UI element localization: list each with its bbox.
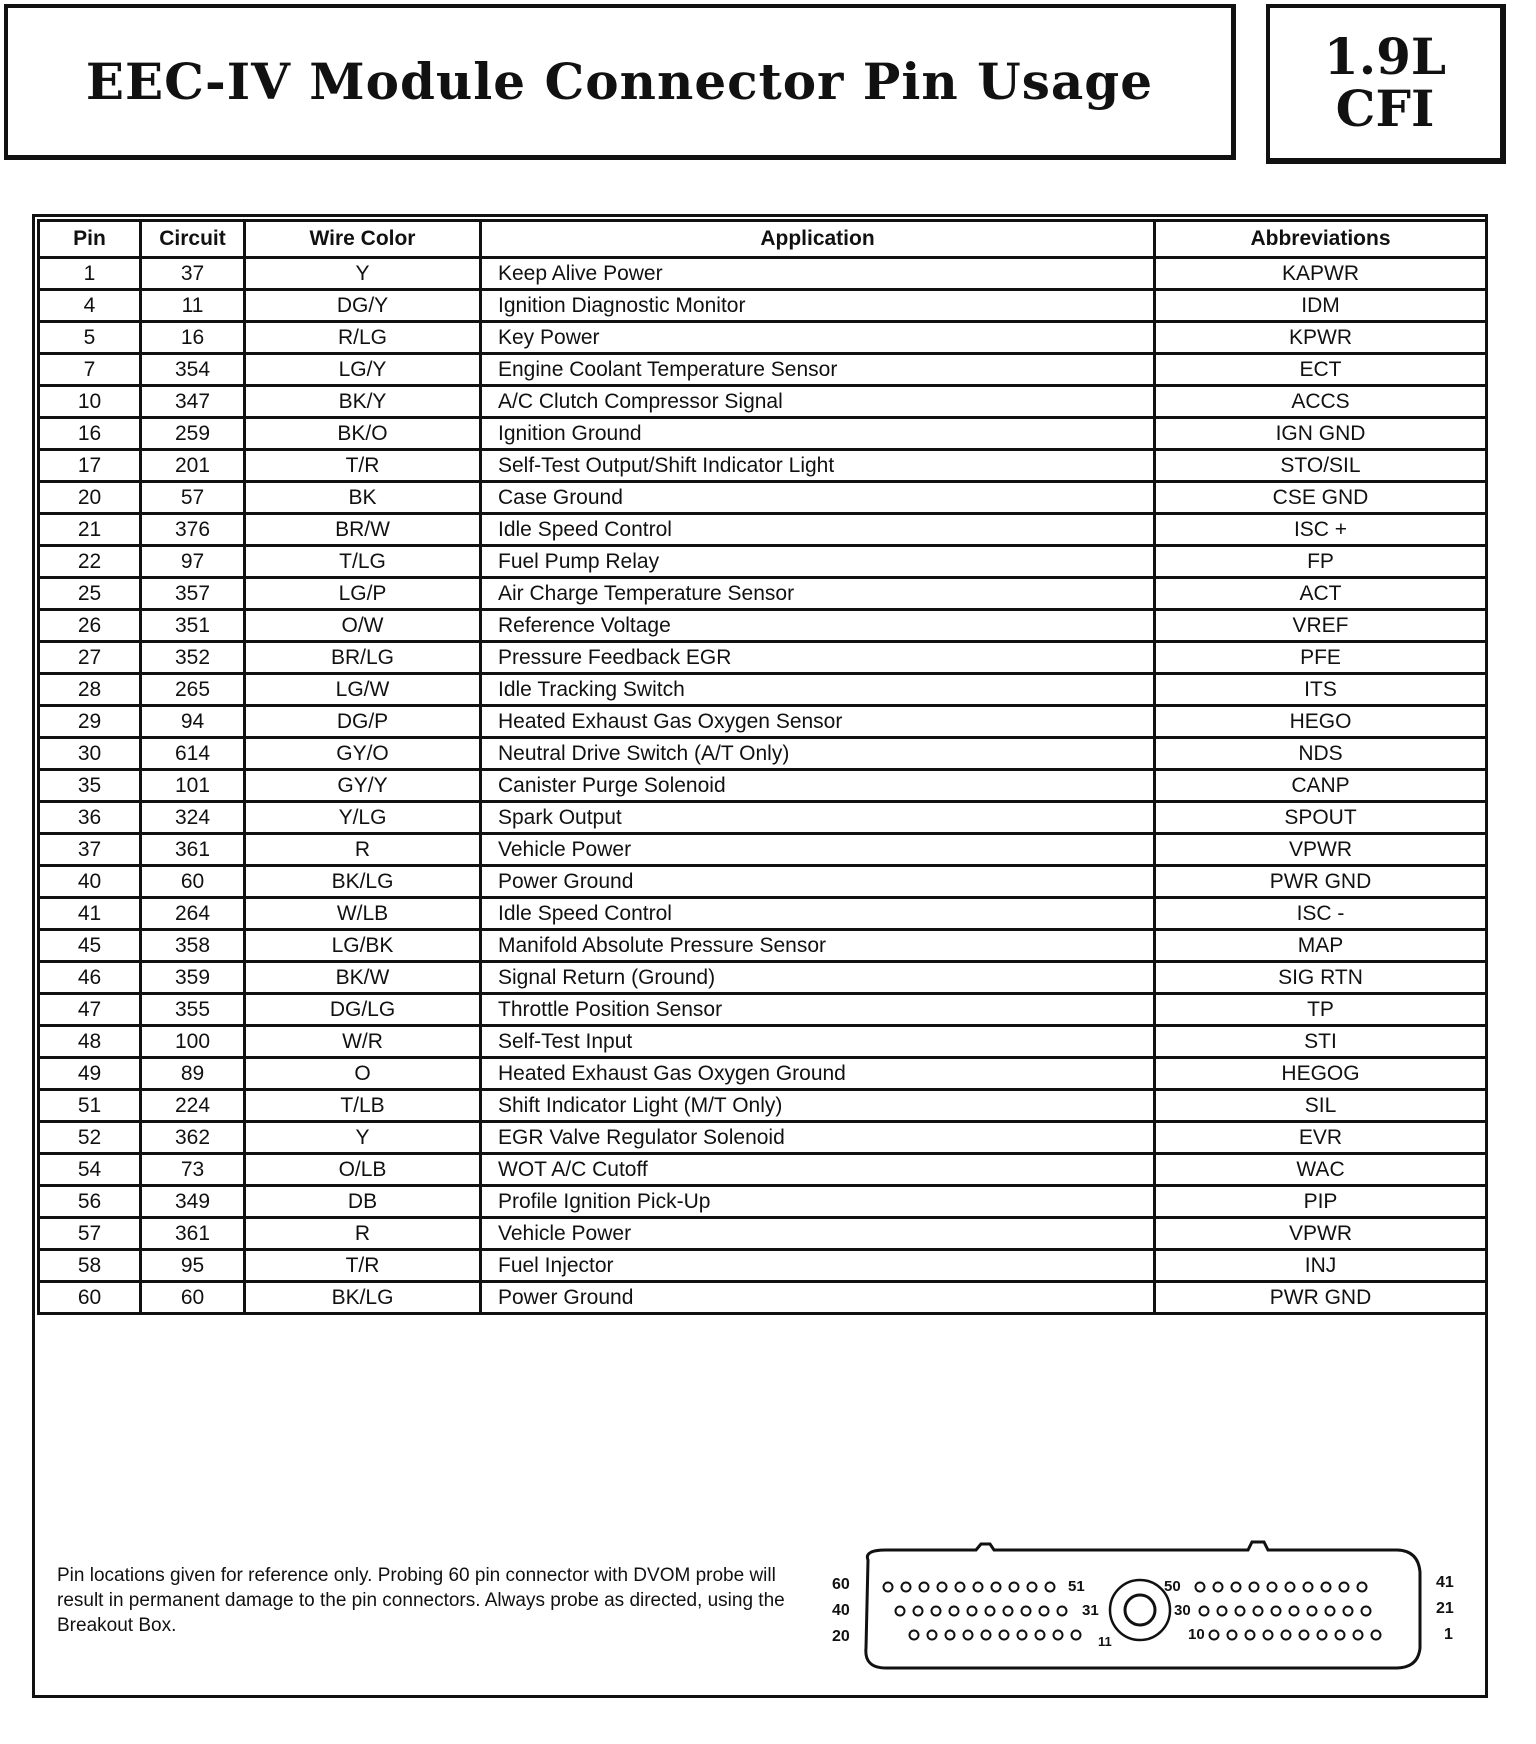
- page-title: EEC-IV Module Connector Pin Usage: [85, 52, 1154, 111]
- connector-label-60: 60: [832, 1576, 850, 1593]
- pin-hole: [982, 1631, 991, 1640]
- pin-cell: 30: [39, 738, 141, 770]
- pin-hole: [1354, 1631, 1363, 1640]
- application-cell: Case Ground: [481, 482, 1155, 514]
- circuit-cell: 358: [141, 930, 245, 962]
- pin-cell: 29: [39, 706, 141, 738]
- pin-cell: 5: [39, 322, 141, 354]
- table-row: [39, 258, 1487, 290]
- pin-cell: 16: [39, 418, 141, 450]
- table-row: [39, 738, 1487, 770]
- circuit-cell: 60: [141, 866, 245, 898]
- pin-hole: [956, 1583, 965, 1592]
- circuit-cell: 57: [141, 482, 245, 514]
- table-row: [39, 674, 1487, 706]
- circuit-cell: 359: [141, 962, 245, 994]
- pin-cell: 57: [39, 1218, 141, 1250]
- connector-label-40: 40: [832, 1602, 850, 1619]
- connector-label-11: 11: [1098, 1634, 1112, 1649]
- pin-usage-table: [37, 219, 1488, 1315]
- abbreviation-cell: CSE GND: [1155, 482, 1487, 514]
- wire-color-cell: R/LG: [245, 322, 481, 354]
- pin-hole: [1322, 1583, 1331, 1592]
- circuit-cell: 265: [141, 674, 245, 706]
- application-cell: Fuel Pump Relay: [481, 546, 1155, 578]
- pin-cell: 22: [39, 546, 141, 578]
- application-cell: Pressure Feedback EGR: [481, 642, 1155, 674]
- pin-cell: 10: [39, 386, 141, 418]
- pin-hole: [914, 1607, 923, 1616]
- application-cell: Idle Speed Control: [481, 898, 1155, 930]
- connector-label-31: 31: [1082, 1602, 1099, 1619]
- column-header-application: Application: [481, 221, 1155, 258]
- table-row: [39, 1282, 1487, 1314]
- pin-hole: [938, 1583, 947, 1592]
- circuit-cell: 351: [141, 610, 245, 642]
- abbreviation-cell: ECT: [1155, 354, 1487, 386]
- application-cell: Heated Exhaust Gas Oxygen Sensor: [481, 706, 1155, 738]
- pin-cell: 60: [39, 1282, 141, 1314]
- pin-hole: [1072, 1631, 1081, 1640]
- pin-hole: [1372, 1631, 1381, 1640]
- pin-hole: [1200, 1607, 1209, 1616]
- application-cell: Vehicle Power: [481, 1218, 1155, 1250]
- pin-hole: [968, 1607, 977, 1616]
- pin-hole: [902, 1583, 911, 1592]
- wire-color-cell: LG/W: [245, 674, 481, 706]
- pin-hole: [1264, 1631, 1273, 1640]
- pin-hole: [1196, 1583, 1205, 1592]
- wire-color-cell: LG/P: [245, 578, 481, 610]
- circuit-cell: 324: [141, 802, 245, 834]
- table-row: [39, 866, 1487, 898]
- pin-hole: [1318, 1631, 1327, 1640]
- engine-box: [1266, 4, 1506, 164]
- pin-hole: [974, 1583, 983, 1592]
- wire-color-cell: R: [245, 834, 481, 866]
- pin-cell: 26: [39, 610, 141, 642]
- pin-hole: [1254, 1607, 1263, 1616]
- circuit-cell: 614: [141, 738, 245, 770]
- abbreviation-cell: CANP: [1155, 770, 1487, 802]
- engine-size: 1.9L: [1323, 27, 1447, 86]
- circuit-cell: 347: [141, 386, 245, 418]
- application-cell: Self-Test Output/Shift Indicator Light: [481, 450, 1155, 482]
- pin-hole: [1010, 1583, 1019, 1592]
- pin-hole: [1054, 1631, 1063, 1640]
- wire-color-cell: W/R: [245, 1026, 481, 1058]
- application-cell: Self-Test Input: [481, 1026, 1155, 1058]
- table-row: [39, 706, 1487, 738]
- pin-hole: [1218, 1607, 1227, 1616]
- table-row: [39, 770, 1487, 802]
- pin-hole: [1290, 1607, 1299, 1616]
- pin-hole: [1300, 1631, 1309, 1640]
- application-cell: EGR Valve Regulator Solenoid: [481, 1122, 1155, 1154]
- circuit-cell: 100: [141, 1026, 245, 1058]
- circuit-cell: 94: [141, 706, 245, 738]
- abbreviation-cell: ACCS: [1155, 386, 1487, 418]
- abbreviation-cell: VREF: [1155, 610, 1487, 642]
- pin-hole: [910, 1631, 919, 1640]
- circuit-cell: 37: [141, 258, 245, 290]
- wire-color-cell: BK: [245, 482, 481, 514]
- pin-hole: [1326, 1607, 1335, 1616]
- pin-hole: [1246, 1631, 1255, 1640]
- connector-label-10: 10: [1188, 1626, 1205, 1643]
- table-row: [39, 450, 1487, 482]
- circuit-cell: 264: [141, 898, 245, 930]
- pin-hole: [1058, 1607, 1067, 1616]
- circuit-cell: 259: [141, 418, 245, 450]
- pin-cell: 36: [39, 802, 141, 834]
- table-header-row: [39, 221, 1487, 258]
- column-header-wire-color: Wire Color: [245, 221, 481, 258]
- abbreviation-cell: ACT: [1155, 578, 1487, 610]
- pin-cell: 41: [39, 898, 141, 930]
- wire-color-cell: T/R: [245, 1250, 481, 1282]
- pin-cell: 17: [39, 450, 141, 482]
- application-cell: Signal Return (Ground): [481, 962, 1155, 994]
- abbreviation-cell: MAP: [1155, 930, 1487, 962]
- pin-hole: [1018, 1631, 1027, 1640]
- table-row: [39, 898, 1487, 930]
- pin-hole: [986, 1607, 995, 1616]
- circuit-cell: 60: [141, 1282, 245, 1314]
- pin-hole: [950, 1607, 959, 1616]
- abbreviation-cell: EVR: [1155, 1122, 1487, 1154]
- wire-color-cell: O/LB: [245, 1154, 481, 1186]
- pin-cell: 45: [39, 930, 141, 962]
- abbreviation-cell: INJ: [1155, 1250, 1487, 1282]
- table-row: [39, 418, 1487, 450]
- abbreviation-cell: IGN GND: [1155, 418, 1487, 450]
- circuit-cell: 352: [141, 642, 245, 674]
- circuit-cell: 11: [141, 290, 245, 322]
- abbreviation-cell: HEGOG: [1155, 1058, 1487, 1090]
- abbreviation-cell: ITS: [1155, 674, 1487, 706]
- abbreviation-cell: STI: [1155, 1026, 1487, 1058]
- abbreviation-cell: WAC: [1155, 1154, 1487, 1186]
- pin-hole: [992, 1583, 1001, 1592]
- connector-label-51: 51: [1068, 1578, 1085, 1595]
- application-cell: Heated Exhaust Gas Oxygen Ground: [481, 1058, 1155, 1090]
- application-cell: Reference Voltage: [481, 610, 1155, 642]
- table-row: [39, 962, 1487, 994]
- abbreviation-cell: SPOUT: [1155, 802, 1487, 834]
- pin-hole: [1232, 1583, 1241, 1592]
- wire-color-cell: O/W: [245, 610, 481, 642]
- connector-outline: [816, 1530, 1466, 1680]
- abbreviation-cell: ISC -: [1155, 898, 1487, 930]
- wire-color-cell: BR/LG: [245, 642, 481, 674]
- pin-cell: 7: [39, 354, 141, 386]
- pin-hole: [896, 1607, 905, 1616]
- application-cell: Throttle Position Sensor: [481, 994, 1155, 1026]
- pin-cell: 21: [39, 514, 141, 546]
- table-row: [39, 610, 1487, 642]
- application-cell: Keep Alive Power: [481, 258, 1155, 290]
- application-cell: Air Charge Temperature Sensor: [481, 578, 1155, 610]
- circuit-cell: 349: [141, 1186, 245, 1218]
- pin-hole: [884, 1583, 893, 1592]
- abbreviation-cell: FP: [1155, 546, 1487, 578]
- pin-cell: 1: [39, 258, 141, 290]
- abbreviation-cell: SIG RTN: [1155, 962, 1487, 994]
- wire-color-cell: T/LG: [245, 546, 481, 578]
- column-header-abbreviations: Abbreviations: [1155, 221, 1487, 258]
- wire-color-cell: BK/Y: [245, 386, 481, 418]
- table-row: [39, 1154, 1487, 1186]
- connector-label-21: 21: [1436, 1600, 1454, 1617]
- abbreviation-cell: IDM: [1155, 290, 1487, 322]
- application-cell: Idle Tracking Switch: [481, 674, 1155, 706]
- table-row: [39, 1186, 1487, 1218]
- abbreviation-cell: NDS: [1155, 738, 1487, 770]
- application-cell: Idle Speed Control: [481, 514, 1155, 546]
- connector-label-50: 50: [1164, 1578, 1181, 1595]
- abbreviation-cell: STO/SIL: [1155, 450, 1487, 482]
- connector-label-30: 30: [1174, 1602, 1191, 1619]
- pin-hole: [1004, 1607, 1013, 1616]
- abbreviation-cell: SIL: [1155, 1090, 1487, 1122]
- circuit-cell: 101: [141, 770, 245, 802]
- circuit-cell: 224: [141, 1090, 245, 1122]
- application-cell: Shift Indicator Light (M/T Only): [481, 1090, 1155, 1122]
- wire-color-cell: BK/LG: [245, 1282, 481, 1314]
- abbreviation-cell: PIP: [1155, 1186, 1487, 1218]
- pin-cell: 51: [39, 1090, 141, 1122]
- center-bolt-ring: [1110, 1580, 1170, 1640]
- circuit-cell: 376: [141, 514, 245, 546]
- wire-color-cell: DG/Y: [245, 290, 481, 322]
- application-cell: Manifold Absolute Pressure Sensor: [481, 930, 1155, 962]
- circuit-cell: 361: [141, 834, 245, 866]
- application-cell: Profile Ignition Pick-Up: [481, 1186, 1155, 1218]
- wire-color-cell: DG/P: [245, 706, 481, 738]
- wire-color-cell: O: [245, 1058, 481, 1090]
- table-row: [39, 1218, 1487, 1250]
- circuit-cell: 95: [141, 1250, 245, 1282]
- pin-cell: 46: [39, 962, 141, 994]
- table-body: [39, 258, 1487, 1314]
- pin-hole: [1282, 1631, 1291, 1640]
- column-header-pin: Pin: [39, 221, 141, 258]
- pin-cell: 27: [39, 642, 141, 674]
- abbreviation-cell: VPWR: [1155, 834, 1487, 866]
- pin-cell: 4: [39, 290, 141, 322]
- abbreviation-cell: ISC +: [1155, 514, 1487, 546]
- connector-label-20: 20: [832, 1628, 850, 1645]
- pin-cell: 52: [39, 1122, 141, 1154]
- application-cell: Vehicle Power: [481, 834, 1155, 866]
- wire-color-cell: LG/BK: [245, 930, 481, 962]
- pin-hole: [1210, 1631, 1219, 1640]
- pin-hole: [1268, 1583, 1277, 1592]
- connector-diagram: [816, 1530, 1466, 1680]
- table-row: [39, 386, 1487, 418]
- circuit-cell: 16: [141, 322, 245, 354]
- wire-color-cell: W/LB: [245, 898, 481, 930]
- pin-cell: 48: [39, 1026, 141, 1058]
- pin-usage-frame: [32, 214, 1488, 1698]
- wire-color-cell: DG/LG: [245, 994, 481, 1026]
- abbreviation-cell: PFE: [1155, 642, 1487, 674]
- wire-color-cell: LG/Y: [245, 354, 481, 386]
- application-cell: Spark Output: [481, 802, 1155, 834]
- pin-hole: [964, 1631, 973, 1640]
- table-row: [39, 354, 1487, 386]
- circuit-cell: 89: [141, 1058, 245, 1090]
- pin-hole: [1028, 1583, 1037, 1592]
- pin-hole: [1340, 1583, 1349, 1592]
- connector-label-41: 41: [1436, 1574, 1454, 1591]
- pin-cell: 37: [39, 834, 141, 866]
- pin-cell: 20: [39, 482, 141, 514]
- column-header-circuit: Circuit: [141, 221, 245, 258]
- pin-holes: [884, 1583, 1381, 1640]
- pin-hole: [1022, 1607, 1031, 1616]
- table-row: [39, 482, 1487, 514]
- table-row: [39, 1058, 1487, 1090]
- center-bolt: [1125, 1595, 1155, 1625]
- probing-note: Pin locations given for reference only. Probing 60 pin connector with DVOM probe will result in permanent damage to the pin connectors. Always probe as directed, using the Breakout Box.: [57, 1565, 785, 1636]
- pin-hole: [1046, 1583, 1055, 1592]
- wire-color-cell: DB: [245, 1186, 481, 1218]
- wire-color-cell: T/LB: [245, 1090, 481, 1122]
- table-row: [39, 290, 1487, 322]
- application-cell: Ignition Ground: [481, 418, 1155, 450]
- wire-color-cell: Y: [245, 1122, 481, 1154]
- pin-hole: [1250, 1583, 1259, 1592]
- pin-hole: [1040, 1607, 1049, 1616]
- wire-color-cell: BK/W: [245, 962, 481, 994]
- wire-color-cell: BR/W: [245, 514, 481, 546]
- application-cell: Power Ground: [481, 1282, 1155, 1314]
- pin-hole: [1304, 1583, 1313, 1592]
- circuit-cell: 362: [141, 1122, 245, 1154]
- table-row: [39, 1026, 1487, 1058]
- pin-hole: [1308, 1607, 1317, 1616]
- pin-hole: [920, 1583, 929, 1592]
- pin-hole: [1358, 1583, 1367, 1592]
- pin-cell: 40: [39, 866, 141, 898]
- wire-color-cell: Y/LG: [245, 802, 481, 834]
- pin-cell: 35: [39, 770, 141, 802]
- circuit-cell: 357: [141, 578, 245, 610]
- table-row: [39, 834, 1487, 866]
- pin-hole: [1236, 1607, 1245, 1616]
- pin-hole: [1336, 1631, 1345, 1640]
- application-cell: Fuel Injector: [481, 1250, 1155, 1282]
- table-row: [39, 322, 1487, 354]
- pin-cell: 58: [39, 1250, 141, 1282]
- table-row: [39, 546, 1487, 578]
- wire-color-cell: R: [245, 1218, 481, 1250]
- pin-hole: [1228, 1631, 1237, 1640]
- circuit-cell: 97: [141, 546, 245, 578]
- wire-color-cell: GY/O: [245, 738, 481, 770]
- wire-color-cell: BK/O: [245, 418, 481, 450]
- abbreviation-cell: PWR GND: [1155, 866, 1487, 898]
- pin-cell: 25: [39, 578, 141, 610]
- application-cell: Key Power: [481, 322, 1155, 354]
- application-cell: Power Ground: [481, 866, 1155, 898]
- table-row: [39, 994, 1487, 1026]
- table-row: [39, 1090, 1487, 1122]
- circuit-cell: 73: [141, 1154, 245, 1186]
- pin-hole: [1286, 1583, 1295, 1592]
- pin-cell: 28: [39, 674, 141, 706]
- wire-color-cell: Y: [245, 258, 481, 290]
- connector-label-1: 1: [1444, 1626, 1453, 1643]
- table-row: [39, 930, 1487, 962]
- wire-color-cell: GY/Y: [245, 770, 481, 802]
- table-row: [39, 1122, 1487, 1154]
- application-cell: Canister Purge Solenoid: [481, 770, 1155, 802]
- circuit-cell: 361: [141, 1218, 245, 1250]
- pin-cell: 54: [39, 1154, 141, 1186]
- wire-color-cell: T/R: [245, 450, 481, 482]
- application-cell: Ignition Diagnostic Monitor: [481, 290, 1155, 322]
- pin-cell: 56: [39, 1186, 141, 1218]
- application-cell: A/C Clutch Compressor Signal: [481, 386, 1155, 418]
- title-box: [4, 4, 1236, 160]
- abbreviation-cell: KPWR: [1155, 322, 1487, 354]
- pin-hole: [928, 1631, 937, 1640]
- application-cell: Engine Coolant Temperature Sensor: [481, 354, 1155, 386]
- abbreviation-cell: KAPWR: [1155, 258, 1487, 290]
- application-cell: WOT A/C Cutoff: [481, 1154, 1155, 1186]
- table-row: [39, 578, 1487, 610]
- abbreviation-cell: VPWR: [1155, 1218, 1487, 1250]
- engine-type: CFI: [1335, 79, 1435, 138]
- application-cell: Neutral Drive Switch (A/T Only): [481, 738, 1155, 770]
- pin-hole: [1344, 1607, 1353, 1616]
- abbreviation-cell: PWR GND: [1155, 1282, 1487, 1314]
- pin-cell: 49: [39, 1058, 141, 1090]
- pin-hole: [1036, 1631, 1045, 1640]
- abbreviation-cell: TP: [1155, 994, 1487, 1026]
- pin-hole: [946, 1631, 955, 1640]
- pin-hole: [1000, 1631, 1009, 1640]
- pin-hole: [1362, 1607, 1371, 1616]
- pin-hole: [932, 1607, 941, 1616]
- table-row: [39, 642, 1487, 674]
- table-row: [39, 514, 1487, 546]
- circuit-cell: 355: [141, 994, 245, 1026]
- wire-color-cell: BK/LG: [245, 866, 481, 898]
- circuit-cell: 201: [141, 450, 245, 482]
- pin-hole: [1272, 1607, 1281, 1616]
- abbreviation-cell: HEGO: [1155, 706, 1487, 738]
- pin-cell: 47: [39, 994, 141, 1026]
- pin-hole: [1214, 1583, 1223, 1592]
- circuit-cell: 354: [141, 354, 245, 386]
- table-row: [39, 1250, 1487, 1282]
- table-row: [39, 802, 1487, 834]
